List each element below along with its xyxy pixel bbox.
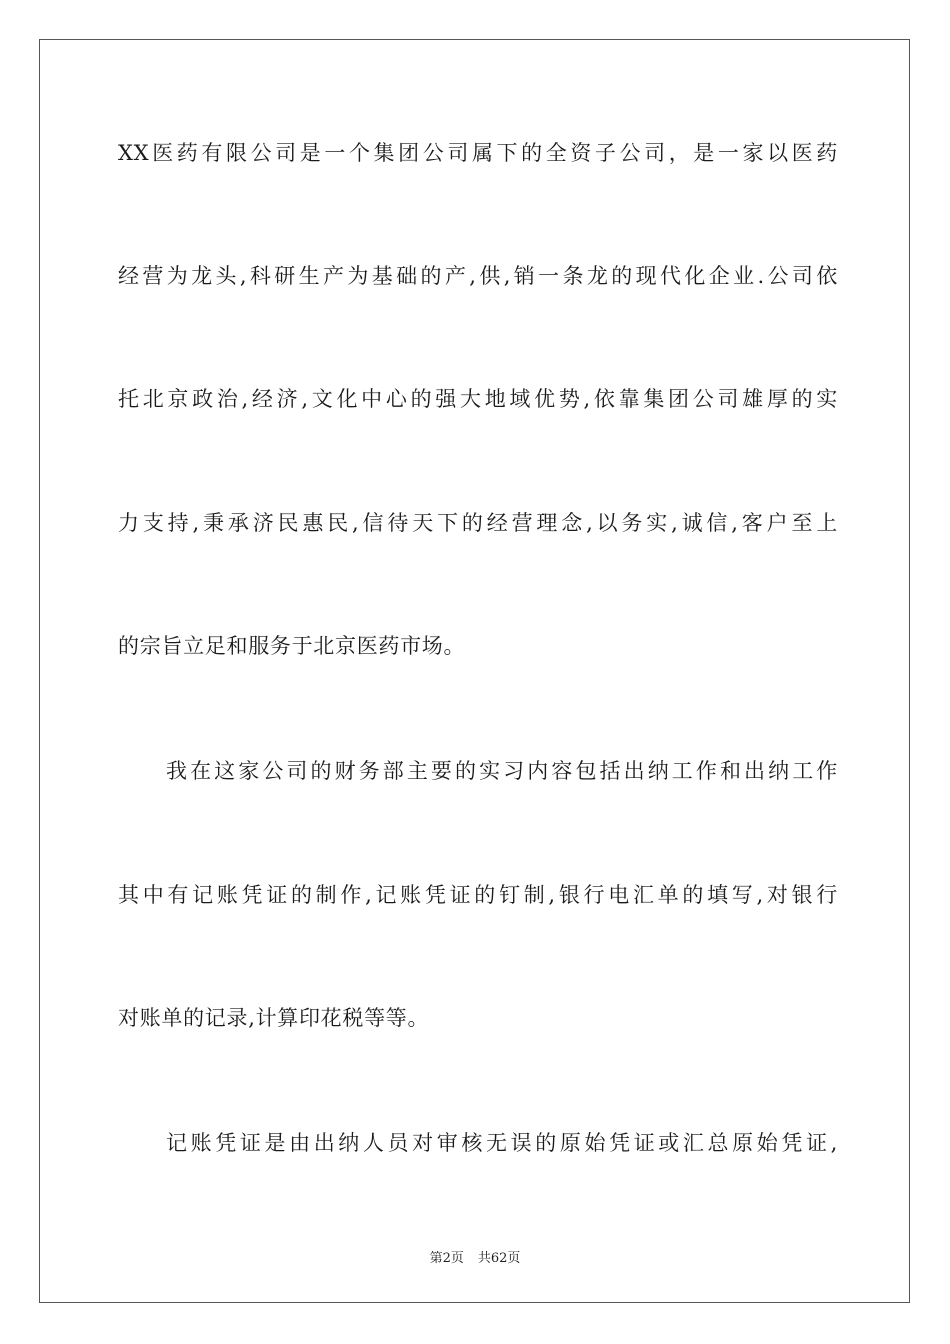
page-border: [39, 39, 910, 1303]
page-total: 共62页: [477, 1251, 521, 1266]
body-line-6: 我在这家公司的财务部主要的实习内容包括出纳工作和出纳工作: [166, 759, 838, 783]
body-line-9: 记账凭证是由出纳人员对审核无误的原始凭证或汇总原始凭证,: [166, 1131, 838, 1155]
body-line-8: 对账单的记录,计算印花税等等。: [118, 1006, 430, 1030]
body-line-3: 托北京政治,经济,文化中心的强大地域优势,依靠集团公司雄厚的实: [118, 387, 838, 411]
page-number: 第2页: [429, 1251, 464, 1266]
body-line-1: XX医药有限公司是一个集团公司属下的全资子公司，是一家以医药: [118, 141, 838, 165]
body-line-4: 力支持,秉承济民惠民,信待天下的经营理念,以务实,诚信,客户至上: [118, 511, 838, 535]
page-footer: [0, 1247, 950, 1266]
body-line-2: 经营为龙头,科研生产为基础的产,供,销一条龙的现代化企业.公司依: [118, 264, 838, 288]
body-line-5: 的宗旨立足和服务于北京医药市场。: [118, 634, 466, 658]
body-line-7: 其中有记账凭证的制作,记账凭证的钉制,银行电汇单的填写,对银行: [118, 883, 838, 907]
